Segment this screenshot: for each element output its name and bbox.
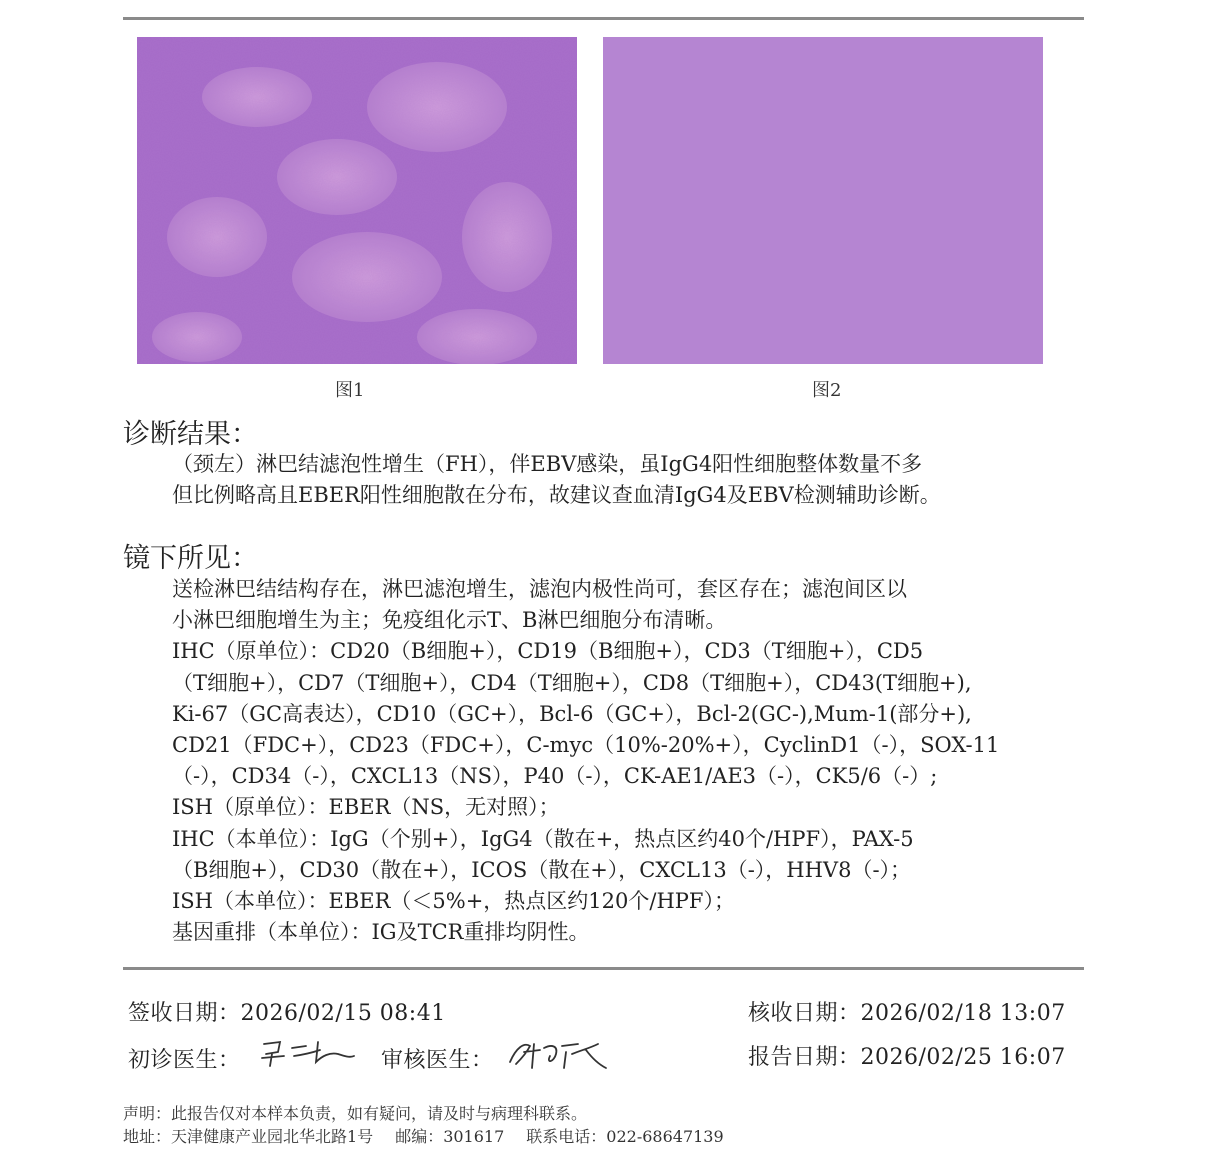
microscopy-line: IHC（原单位）：CD20（B细胞+），CD19（B细胞+），CD3（T细胞+），CD5 [172,639,924,664]
footer-statement: 声明：此报告仅对本样本负责，如有疑问，请及时与病理科联系。 [123,1104,588,1123]
footer-postcode: 邮编：301617 [395,1127,505,1146]
diagnosis-line: （颈左）淋巴结滤泡性增生（FH），伴EBV感染，虽IgG4阳性细胞整体数量不多 [172,452,923,476]
checked-date-label: 核收日期： [748,1001,861,1026]
microscopy-line: CD21（FDC+），CD23（FDC+），C-myc（10%-20%+），CyclinD1（-），SOX-11 [172,733,1000,758]
figure-1-caption: 图1 [335,380,365,401]
review-doctor-label: 审核医生： [381,1048,494,1073]
bottom-divider [123,967,1084,970]
microscopy-line: （B细胞+），CD30（散在+），ICOS（散在+），CXCL13（-），HHV8（-）； [172,857,912,882]
first-doctor-label: 初诊医生： [128,1048,241,1073]
microscopy-line: IHC（本单位）：IgG（个别+），IgG4（散在+，热点区约40个/HPF），PAX-5 [172,826,914,851]
received-date [128,996,446,1027]
first-doctor-signature [258,1034,358,1070]
diagnosis-text [172,449,1087,511]
microscopy-line: ISH（原单位）：EBER（NS，无对照）； [172,795,560,820]
microscopy-line: （-），CD34（-），CXCL13（NS），P40（-），CK-AE1/AE3（-），CK5/6（-）; [172,764,938,789]
footer-contact [123,1124,724,1147]
received-date-label: 签收日期： [128,1001,241,1026]
diagnosis-line: 但比例略高且EBER阳性细胞散在分布，故建议查血清IgG4及EBV检测辅助诊断。 [172,483,941,508]
diagnosis-heading: 诊断结果： [123,419,258,450]
histology-image-low-power [137,37,577,364]
footer-phone: 联系电话：022-68647139 [526,1127,724,1146]
received-date-value: 2026/02/15 08:41 [240,1001,446,1026]
microscopy-heading: 镜下所见： [123,543,258,574]
microscopy-line: 送检淋巴结结构存在，淋巴滤泡增生，滤泡内极性尚可，套区存在；滤泡间区以 [172,577,907,601]
report-date-label: 报告日期： [748,1045,861,1070]
microscopy-line: （T细胞+），CD7（T细胞+），CD4（T细胞+），CD8（T细胞+），CD43(T细胞+), [172,670,972,695]
report-date [748,1040,1066,1071]
checked-date-value: 2026/02/18 13:07 [860,1001,1066,1026]
top-divider [123,17,1084,20]
microscopy-line: 小淋巴细胞增生为主；免疫组化示T、B淋巴细胞分布清晰。 [172,608,727,633]
microscopy-line: Ki-67（GC高表达），CD10（GC+），Bcl-6（GC+），Bcl-2(GC-),Mum-1(部分+), [172,701,972,726]
footer-address: 地址：天津健康产业园北华北路1号 [123,1127,374,1146]
checked-date [748,996,1066,1027]
figure-2-caption: 图2 [812,380,842,401]
histology-image-high-power [603,37,1043,364]
microscopy-line: 基因重排（本单位）：IG及TCR重排均阴性。 [172,920,590,945]
review-doctor-signature [506,1034,610,1074]
microscopy-text [172,574,1087,948]
microscopy-line: ISH（本单位）：EBER（＜5%+，热点区约120个/HPF）； [172,889,735,914]
report-date-value: 2026/02/25 16:07 [860,1045,1066,1070]
